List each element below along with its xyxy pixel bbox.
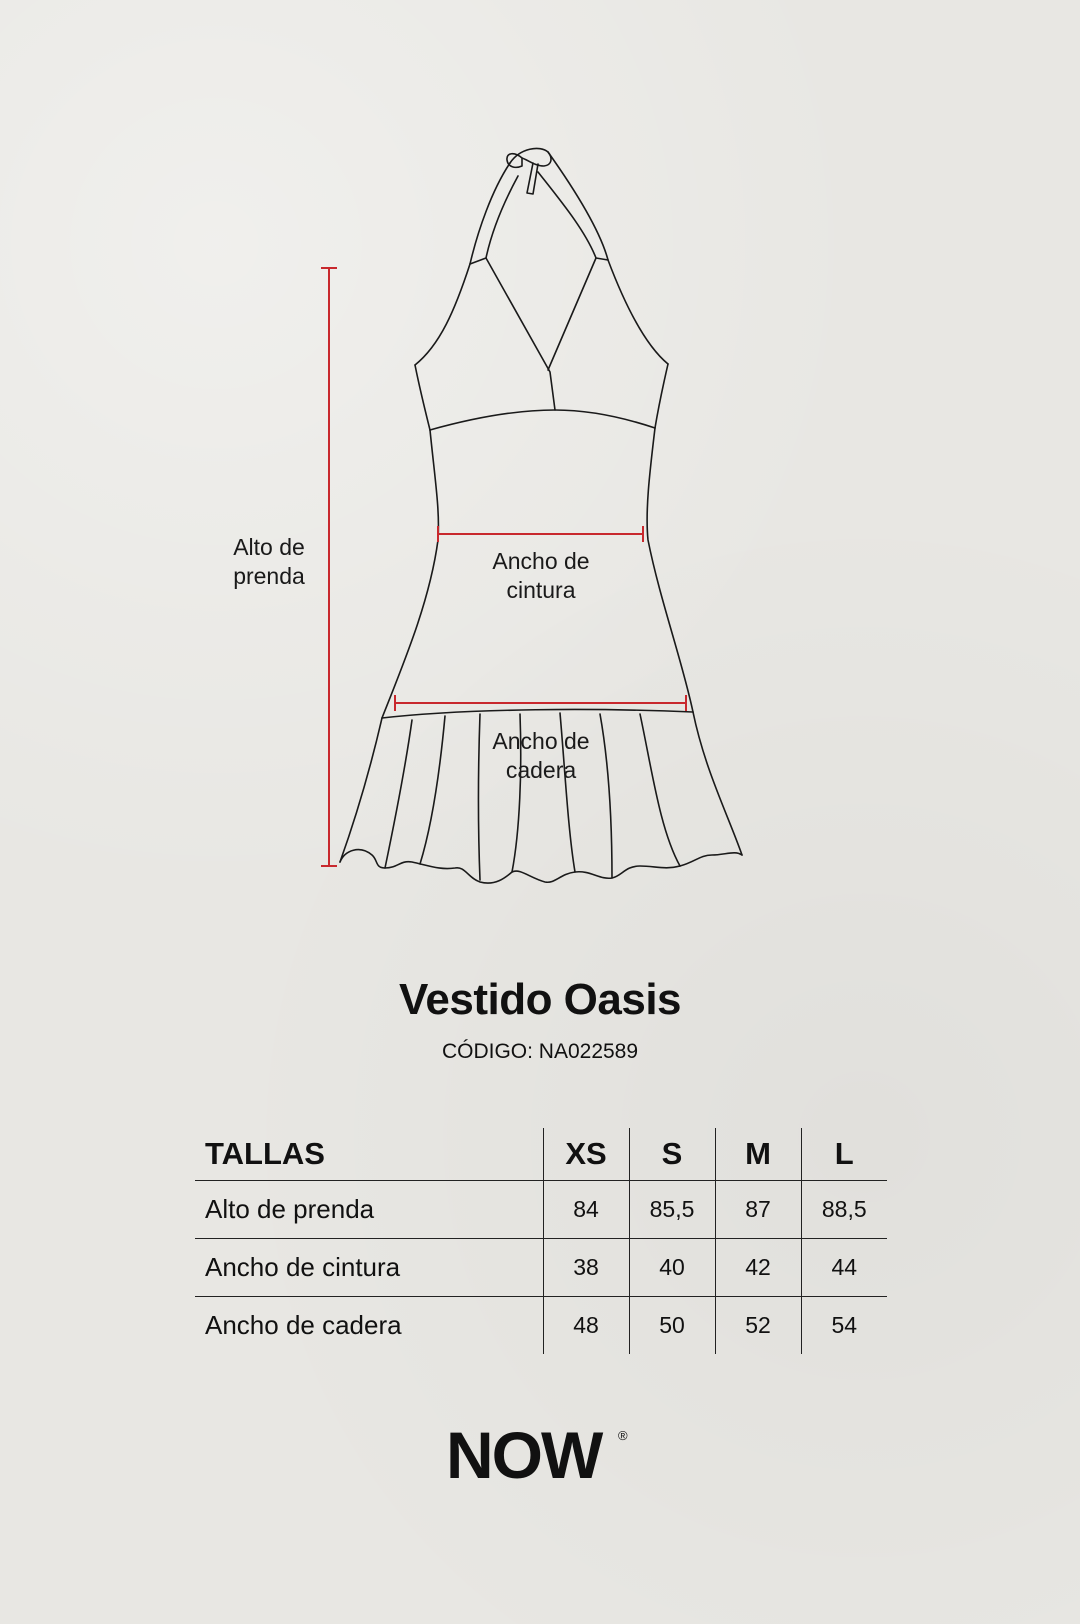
row-label: Ancho de cadera [205,1310,402,1340]
table-cell: 42 [715,1239,801,1297]
hip-seam [382,710,693,718]
table-cell: 50 [629,1297,715,1355]
table-row [195,1239,887,1297]
table-cell: 87 [715,1181,801,1239]
hip-label: Ancho de cadera [492,728,590,783]
table-cell: 88,5 [801,1181,887,1239]
logo-wordmark: NOW [446,1418,602,1490]
table-cell: 85,5 [629,1181,715,1239]
table-row [195,1297,887,1355]
table-cell: 40 [629,1239,715,1297]
row-label: Alto de prenda [205,1194,375,1224]
product-code: CÓDIGO: NA022589 [441,1040,639,1063]
size-s-header: S [629,1128,715,1181]
brand-logo-graphic [440,1410,640,1490]
size-m-header: M [715,1128,801,1181]
registered-mark: ® [618,1428,628,1443]
table-cell: 54 [801,1297,887,1355]
table-row [195,1181,887,1239]
product-title: Vestido Oasis [398,975,682,1024]
size-header-row [195,1128,887,1181]
sizes-header: TALLAS [195,1128,543,1181]
bust-seam [430,410,655,430]
ruffle-hem [340,850,742,883]
table-cell: 48 [543,1297,629,1355]
halter-bow-right [510,148,551,166]
row-label: Ancho de cintura [205,1252,401,1282]
table-cell: 52 [715,1297,801,1355]
table-cell: 84 [543,1181,629,1239]
waist-label: Ancho de cintura [492,548,590,603]
size-xs-header: XS [543,1128,629,1181]
table-cell: 44 [801,1239,887,1297]
halter-tie-tail [527,163,538,194]
height-label: Alto de prenda [233,534,305,589]
now-logo [440,1410,640,1490]
size-l-header: L [801,1128,887,1181]
size-table [195,1128,887,1354]
table-cell: 38 [543,1239,629,1297]
